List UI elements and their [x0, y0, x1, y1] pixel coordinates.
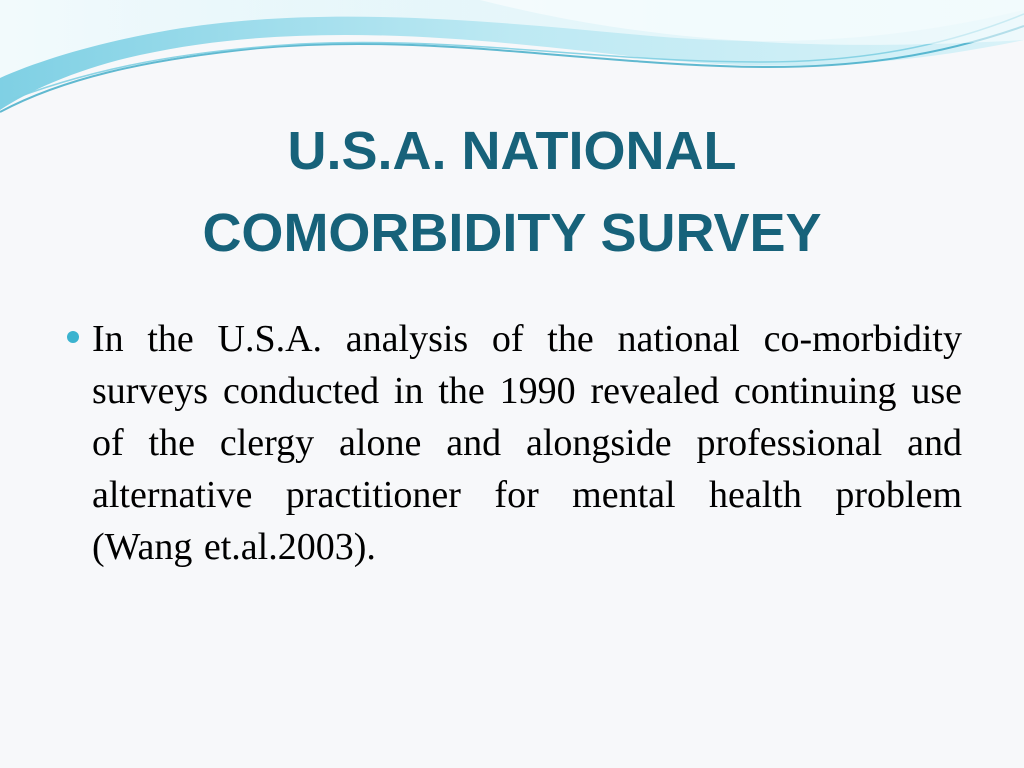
slide-title: [60, 110, 964, 274]
slide-title-line-2: COMORBIDITY SURVEY: [202, 203, 822, 263]
bullet-item: [62, 313, 962, 573]
slide-title-line-1: U.S.A. NATIONAL: [287, 121, 737, 181]
bullet-dot-icon: [67, 331, 79, 343]
bullet-list: [62, 313, 962, 573]
bullet-text: In the U.S.A. analysis of the national co-morbidity surveys conducted in the 1990 revealed continuing use of the clergy alone and alongside professional and alternative practitioner for mental health problem (Wang et.al.2003).: [92, 318, 962, 568]
